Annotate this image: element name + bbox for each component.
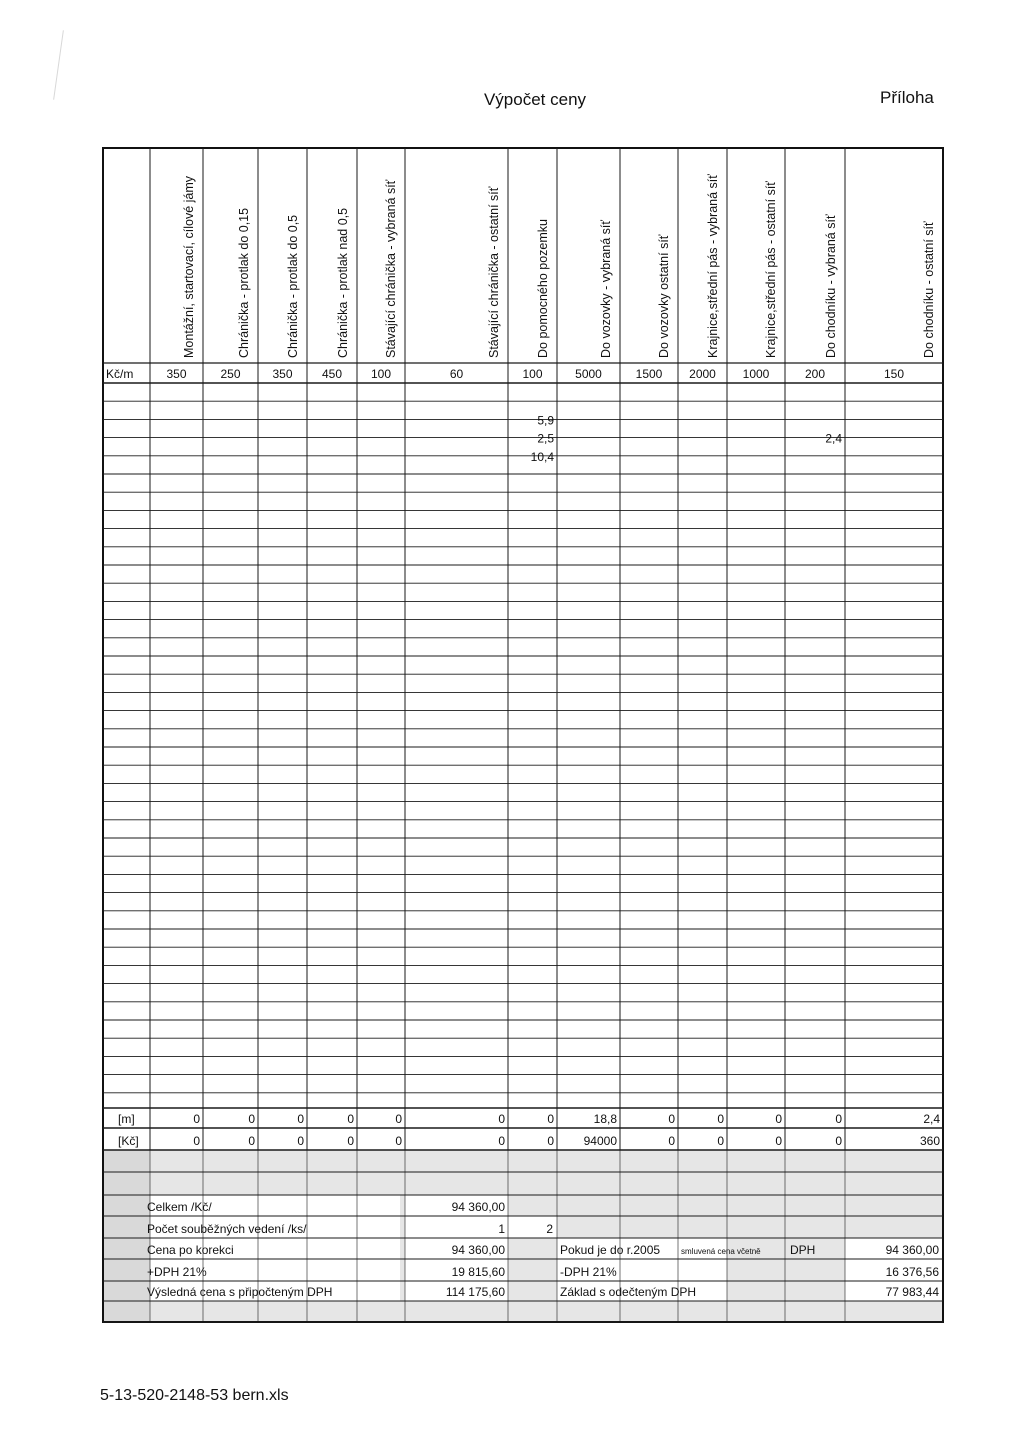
unit-price: 200 xyxy=(804,367,826,381)
pre2005-value: 94 360,00 xyxy=(885,1243,939,1257)
length-total: 0 xyxy=(498,1112,505,1126)
length-total: 0 xyxy=(835,1112,842,1126)
column-header: Montážní, startovací, cílové jámy xyxy=(182,175,196,358)
measurement-value: 2,5 xyxy=(537,431,554,446)
length-total: 0 xyxy=(775,1112,782,1126)
price-total: 0 xyxy=(668,1134,675,1148)
annex-label: Příloha xyxy=(880,88,934,107)
minus-vat-label: -DPH 21% xyxy=(560,1265,617,1279)
column-header: Krajnice,střední pás - ostatní síť xyxy=(764,181,778,358)
final-label: Výsledná cena s připočteným DPH xyxy=(147,1285,333,1299)
price-total: 360 xyxy=(919,1134,940,1148)
price-total: 0 xyxy=(395,1134,402,1148)
length-total: 18,8 xyxy=(593,1112,617,1126)
column-header: Chránička - protlak nad 0,5 xyxy=(336,207,350,358)
length-total: 0 xyxy=(717,1112,724,1126)
column-header: Chránička - protlak do 0,15 xyxy=(237,207,251,358)
unit-price: 2000 xyxy=(689,367,716,381)
unit-price: 250 xyxy=(220,367,241,381)
pre2005-dph: DPH xyxy=(790,1243,816,1257)
price-total: 0 xyxy=(498,1134,505,1148)
parallel-value: 1 xyxy=(498,1222,505,1236)
price-total: 0 xyxy=(547,1134,554,1148)
price-total: 0 xyxy=(835,1134,842,1148)
measurement-value: 10,4 xyxy=(530,449,554,464)
parallel-extra: 2 xyxy=(546,1222,553,1236)
summary-left-band xyxy=(103,1150,150,1322)
column-header: Krajnice,střední pás - vybraná síť xyxy=(706,174,720,358)
length-total: 0 xyxy=(668,1112,675,1126)
unit-price: 350 xyxy=(272,367,293,381)
minus-vat-value: 16 376,56 xyxy=(885,1265,939,1279)
corrected-label: Cena po korekci xyxy=(147,1243,234,1257)
base-label: Základ s odečteným DPH xyxy=(560,1285,697,1299)
unit-price: 450 xyxy=(321,367,343,381)
length-total: 0 xyxy=(297,1112,304,1126)
column-header: Do chodníku - vybraná síť xyxy=(824,214,838,358)
column-header: Do vozovky ostatní síť xyxy=(657,234,671,358)
column-header: Stávající chránička - vybraná síť xyxy=(384,179,398,358)
price-total: 0 xyxy=(347,1134,354,1148)
unit-price-label: Kč/m xyxy=(106,367,134,381)
parallel-label: Počet souběžných vedení /ks/ xyxy=(147,1222,307,1236)
length-total: 0 xyxy=(347,1112,354,1126)
column-header: Do pomocného pozemku xyxy=(536,219,550,358)
unit-price: 1000 xyxy=(742,367,770,381)
column-header: Chránička - protlak do 0,5 xyxy=(286,214,300,358)
table-frame xyxy=(103,148,943,1322)
summary-cell xyxy=(405,1216,508,1238)
column-header: Do vozovky - vybraná síť xyxy=(599,219,613,358)
corrected-value: 94 360,00 xyxy=(451,1243,505,1257)
unit-price: 5000 xyxy=(575,367,602,381)
measurement-value: 5,9 xyxy=(537,413,554,428)
unit-price: 60 xyxy=(449,367,464,381)
price-total: 0 xyxy=(775,1134,782,1148)
base-value: 77 983,44 xyxy=(885,1285,939,1299)
file-name: 5-13-520-2148-53 bern.xls xyxy=(100,1387,289,1404)
vat-label: +DPH 21% xyxy=(147,1265,207,1279)
total-value: 94 360,00 xyxy=(451,1200,505,1214)
price-total-label: [Kč] xyxy=(118,1134,139,1148)
price-total: 0 xyxy=(297,1134,304,1148)
length-total: 0 xyxy=(248,1112,255,1126)
page-title: Výpočet ceny xyxy=(483,90,587,109)
unit-price: 150 xyxy=(883,367,905,381)
total-label: Celkem /Kč/ xyxy=(147,1200,212,1214)
length-total: 0 xyxy=(395,1112,402,1126)
length-total: 0 xyxy=(193,1112,200,1126)
price-total: 0 xyxy=(248,1134,255,1148)
length-total: 2,4 xyxy=(923,1112,940,1126)
price-total: 94000 xyxy=(583,1134,617,1148)
final-value: 114 175,60 xyxy=(445,1285,505,1299)
price-total: 0 xyxy=(717,1134,724,1148)
column-header: Do chodníku - ostatní síť xyxy=(922,221,936,358)
pre2005-note: smluvená cena včetně xyxy=(681,1247,761,1256)
unit-price: 350 xyxy=(166,367,187,381)
unit-price: 100 xyxy=(370,367,392,381)
measurement-value: 2,4 xyxy=(825,431,842,446)
length-total-label: [m] xyxy=(118,1112,135,1126)
pre2005-label: Pokud je do r.2005 xyxy=(560,1243,661,1257)
vat-value: 19 815,60 xyxy=(451,1265,505,1279)
unit-price: 1500 xyxy=(635,367,663,381)
column-header: Stávající chránička - ostatní síť xyxy=(487,186,501,358)
price-total: 0 xyxy=(193,1134,200,1148)
length-total: 0 xyxy=(547,1112,554,1126)
unit-price: 100 xyxy=(522,367,543,381)
